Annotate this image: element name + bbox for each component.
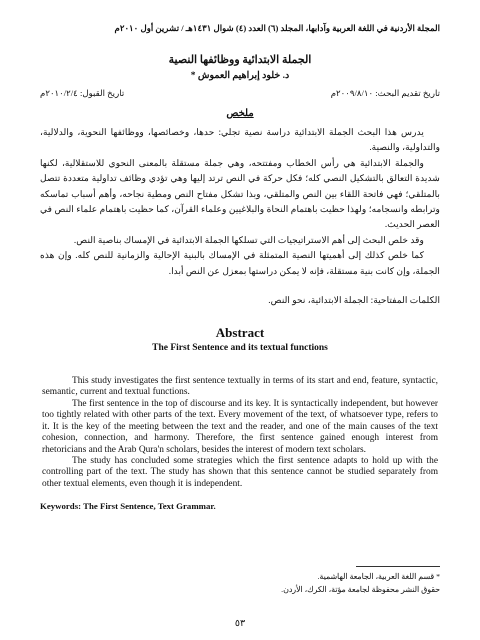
summary-paragraph: وقد خلص البحث إلى أهم الاستراتيجيات التي تسلكها الجملة الابتدائية في الإمساك بناصية النص. — [73, 234, 424, 245]
footnote-affiliation: * قسم اللغة العربية، الجامعة الهاشمية. — [317, 572, 440, 581]
footnote-rights: حقوق النشر محفوظة لجامعة مؤتة، الكرك، الأردن. — [281, 585, 440, 594]
abstract-subtitle: The First Sentence and its textual functions — [152, 343, 328, 354]
abstract-paragraph: The study has concluded some strategies which the first sentence adapts to hold up with the controlling part of the text. The study has shown that this sentence cannot be studied separately from other textual elements, even though it is independent. — [42, 455, 438, 489]
english-abstract — [40, 376, 440, 490]
abstract-paragraph: The first sentence in the top of discourse and its key. It is syntactically independent, but however too tightly related with other parts of the text. Every movement of the text, of whatsoever type, refers to it. It is the key of the meeting between the text and the reader, and one of the main causes of the text cohesion, connection, and harmony. Therefore, the first sentence gained enough interest from rhetoricians and the Arab Qura'n scholars, besides the interest of modern text scholars. — [42, 398, 438, 455]
article-title-ar: الجملة الابتدائية ووظائفها النصية — [168, 54, 312, 66]
submit-date: تاريخ تقديم البحث: ٢٠٠٩/٨/١٠م — [330, 88, 440, 98]
keywords-en: Keywords: The First Sentence, Text Grammar. — [40, 501, 216, 512]
summary-paragraph: يدرس هذا البحث الجملة الابتدائية دراسة نصية تجلي: حدها، وخصائصها، ووظائفها النحوية، والدلالية، والتداولية، والنصية. — [40, 127, 440, 153]
journal-header: المجلة الأردنية في اللغة العربية وآدابها، المجلد (٦) العدد (٤) شوال ١٤٣١هـ / تشرين أول ٢٠١٠م — [114, 23, 440, 33]
accept-date: تاريخ القبول: ٢٠١٠/٢/٤م — [40, 88, 125, 98]
keywords-ar: الكلمات المفتاحية: الجملة الابتدائية، نحو النص. — [268, 295, 440, 306]
article-dates — [40, 87, 440, 99]
footnotes — [281, 570, 440, 596]
arabic-summary — [40, 125, 440, 279]
abstract-title: Abstract — [215, 325, 265, 341]
page-number: ٥٣ — [234, 619, 246, 629]
summary-paragraph: والجملة الابتدائية هي رأس الخطاب ومفتتحه، وهي جملة مستقلة بالمعنى النحوي للاستقلالية، لكنها شديدة التعالق بالتشكيل النصي كله؛ فكل حركة في النص ترتد إليها وهي تؤدي وظائف تداولية متعددة تتصل بالمتلقي؛ فهي فاتحة اللقاء بين النص والمتلقي، وبذا تشكل مفتاح النص ومطية نجاحه، وأهم أسباب تماسكه وترابطه وانسجامه؛ ولهذا حظيت باهتمام النحاة والبلاغيين وعلماء القرآن، كما حظيت باهتمام علماء النص في العصر الحديث. — [40, 157, 440, 230]
summary-heading: ملخص — [226, 108, 254, 119]
summary-paragraph: كما خلص كذلك إلى أهميتها النصية المتمثلة في الإمساك بالبنية الإحالية والزمانية للنص كله. وإن هذه الجملة، وإن كانت بنية مستقلة، فإنه لا يمكن دراستها بمعزل عن النص أبدا. — [40, 250, 440, 276]
author-name: د. خلود إبراهيم العموش * — [190, 71, 290, 81]
footnote-divider — [356, 566, 440, 567]
abstract-paragraph: This study investigates the first sentence textually in terms of its start and end, feature, syntactic, semantic, current and textual functions. — [42, 376, 438, 398]
